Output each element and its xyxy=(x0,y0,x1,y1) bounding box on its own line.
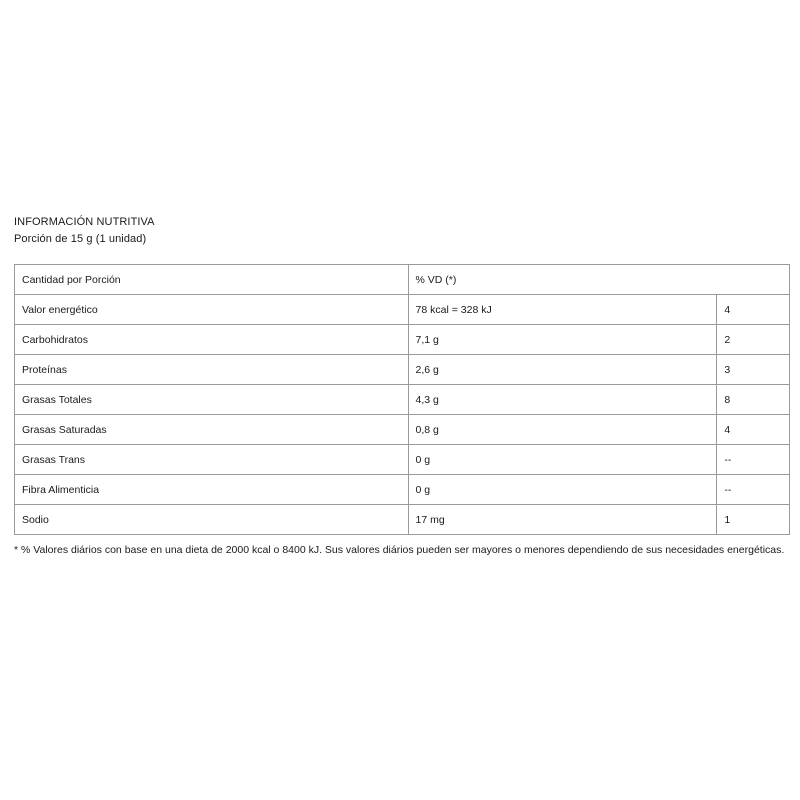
nutrient-daily-value: -- xyxy=(717,475,790,505)
nutrient-daily-value: 2 xyxy=(717,325,790,355)
portion-size: Porción de 15 g (1 unidad) xyxy=(14,233,147,245)
nutrient-name: Grasas Trans xyxy=(15,445,409,475)
nutrient-name: Carbohidratos xyxy=(15,325,409,355)
nutrient-name: Sodio xyxy=(15,505,409,535)
nutrient-amount: 78 kcal = 328 kJ xyxy=(408,295,717,325)
table-row xyxy=(15,295,790,325)
table-row xyxy=(15,325,790,355)
nutrient-daily-value: -- xyxy=(717,445,790,475)
nutrition-title: INFORMACIÓN NUTRITIVA xyxy=(14,216,155,228)
table-row xyxy=(15,475,790,505)
nutrition-table xyxy=(14,264,790,535)
nutrient-amount: 17 mg xyxy=(408,505,717,535)
header-daily-value: % VD (*) xyxy=(408,265,789,295)
nutrient-amount: 0 g xyxy=(408,445,717,475)
nutrient-name: Grasas Totales xyxy=(15,385,409,415)
table-row xyxy=(15,505,790,535)
table-row xyxy=(15,415,790,445)
nutrient-amount: 2,6 g xyxy=(408,355,717,385)
nutrient-name: Proteínas xyxy=(15,355,409,385)
table-row xyxy=(15,385,790,415)
daily-value-footnote: * % Valores diários con base en una dieta de 2000 kcal o 8400 kJ. Sus valores diários pueden ser mayores o menores dependiendo de sus necesidades energéticas. xyxy=(14,544,785,556)
nutrient-amount: 7,1 g xyxy=(408,325,717,355)
table-row xyxy=(15,445,790,475)
nutrition-heading xyxy=(14,214,155,248)
nutrient-daily-value: 4 xyxy=(717,415,790,445)
nutrient-daily-value: 1 xyxy=(717,505,790,535)
nutrient-name: Grasas Saturadas xyxy=(15,415,409,445)
nutrient-name: Valor energético xyxy=(15,295,409,325)
nutrient-amount: 0,8 g xyxy=(408,415,717,445)
nutrient-daily-value: 4 xyxy=(717,295,790,325)
nutrient-name: Fibra Alimenticia xyxy=(15,475,409,505)
table-header-row xyxy=(15,265,790,295)
nutrient-daily-value: 8 xyxy=(717,385,790,415)
header-amount-per-portion: Cantidad por Porción xyxy=(15,265,409,295)
table-row xyxy=(15,355,790,385)
nutrient-amount: 4,3 g xyxy=(408,385,717,415)
nutrient-daily-value: 3 xyxy=(717,355,790,385)
nutrient-amount: 0 g xyxy=(408,475,717,505)
